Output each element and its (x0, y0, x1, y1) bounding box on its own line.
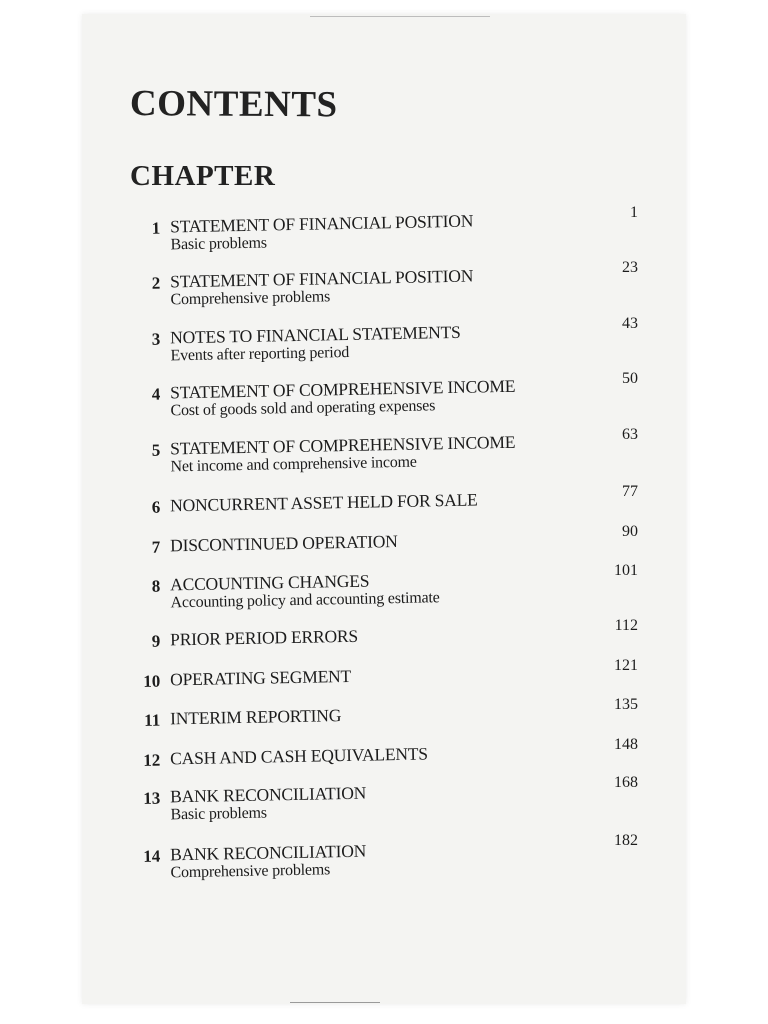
toc-entry (138, 482, 639, 517)
page-number: 50 (622, 369, 639, 387)
chapter-title: STATEMENT OF COMPREHENSIVE INCOME (169, 431, 516, 459)
chapter-title: CASH AND CASH EQUIVALENTS (169, 743, 429, 769)
chapter-number: 7 (151, 537, 161, 557)
page-number: 101 (614, 561, 639, 579)
chapter-number: 11 (143, 710, 161, 730)
toc-entry (138, 695, 639, 730)
chapter-number: 8 (151, 576, 161, 596)
toc-entry (138, 203, 639, 254)
chapter-title: BANK RECONCILIATION (169, 782, 367, 807)
chapter-title: STATEMENT OF FINANCIAL POSITION (169, 265, 474, 292)
chapter-number: 12 (143, 750, 161, 770)
toc-entry (138, 258, 639, 309)
page-number: 23 (622, 258, 639, 276)
chapter-number: 6 (151, 497, 161, 517)
chapter-number: 5 (151, 440, 161, 460)
chapter-title: BANK RECONCILIATION (169, 840, 367, 865)
chapter-subtitle: Cost of goods sold and operating expenses (170, 397, 436, 420)
toc-entry (138, 773, 639, 824)
chapter-title: STATEMENT OF FINANCIAL POSITION (169, 210, 474, 237)
chapter-number: 14 (143, 846, 161, 866)
page-number: 112 (614, 616, 639, 634)
chapter-title: NONCURRENT ASSET HELD FOR SALE (169, 489, 478, 516)
chapter-number: 1 (151, 218, 161, 238)
chapter-subtitle: Events after reporting period (170, 343, 350, 365)
chapter-title: DISCONTINUED OPERATION (169, 531, 398, 556)
page-number: 182 (614, 831, 639, 849)
chapter-title: STATEMENT OF COMPREHENSIVE INCOME (169, 375, 516, 403)
toc-entry (138, 522, 639, 557)
page-number: 90 (622, 522, 639, 540)
toc-entry (138, 656, 639, 691)
chapter-column-heading: CHAPTER (130, 160, 276, 192)
page-number: 168 (614, 773, 639, 791)
chapter-number: 10 (143, 671, 161, 691)
chapter-title: OPERATING SEGMENT (169, 665, 352, 690)
chapter-subtitle: Basic problems (170, 804, 267, 824)
page-number: 121 (614, 656, 639, 674)
chapter-number: 9 (151, 631, 161, 651)
page-number: 135 (614, 695, 639, 713)
toc-entry (138, 616, 639, 651)
chapter-title: NOTES TO FINANCIAL STATEMENTS (169, 321, 461, 348)
chapter-subtitle: Comprehensive problems (170, 288, 331, 309)
chapter-subtitle: Net income and comprehensive income (170, 453, 417, 476)
toc-entry (138, 561, 639, 612)
chapter-subtitle: Basic problems (170, 234, 267, 254)
chapter-number: 4 (151, 384, 161, 404)
page-number: 63 (622, 425, 639, 443)
toc-entry (138, 735, 639, 770)
page-number: 1 (630, 203, 639, 221)
page-number: 77 (622, 482, 639, 500)
chapter-subtitle: Accounting policy and accounting estimate (170, 589, 440, 612)
chapter-subtitle: Comprehensive problems (170, 861, 331, 882)
toc-entry (138, 369, 639, 420)
chapter-number: 2 (151, 273, 161, 293)
page-number: 43 (622, 314, 639, 332)
chapter-title: INTERIM REPORTING (169, 705, 342, 729)
toc-entry (138, 425, 639, 476)
toc-entry (138, 831, 639, 882)
contents-heading: CONTENTS (129, 83, 338, 126)
chapter-number: 13 (143, 788, 161, 808)
toc-entry (138, 314, 639, 365)
chapter-number: 3 (151, 329, 161, 349)
chapter-title: PRIOR PERIOD ERRORS (169, 625, 359, 650)
page-number: 148 (614, 735, 639, 753)
chapter-title: ACCOUNTING CHANGES (169, 570, 370, 595)
